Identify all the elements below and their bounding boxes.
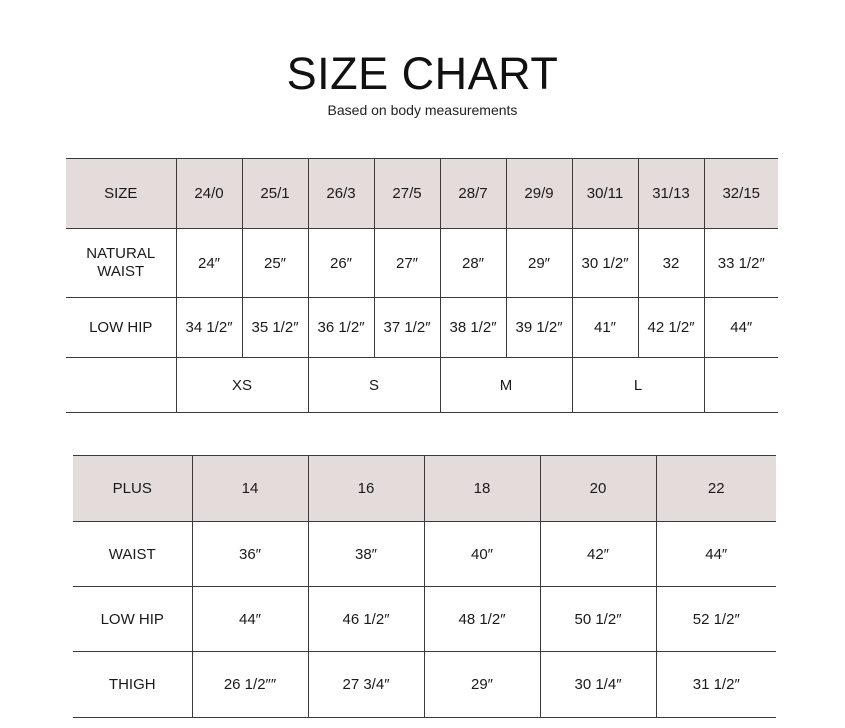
plus-thigh-cell: 30 1/4″ bbox=[540, 652, 656, 718]
letter-size-cell: L bbox=[572, 358, 704, 413]
low-hip-label: LOW HIP bbox=[66, 298, 176, 358]
page-title: SIZE CHART bbox=[286, 48, 559, 99]
waist-cell: 29″ bbox=[506, 229, 572, 298]
plus-header-row bbox=[73, 456, 776, 522]
plus-low-hip-row bbox=[73, 587, 776, 652]
size-cell: 25/1 bbox=[242, 159, 308, 229]
hip-cell: 41″ bbox=[572, 298, 638, 358]
plus-size-cell: 18 bbox=[424, 456, 540, 522]
size-header-row bbox=[66, 159, 778, 229]
size-cell: 28/7 bbox=[440, 159, 506, 229]
letter-size-cell: S bbox=[308, 358, 440, 413]
natural-waist-label-line2: WAIST bbox=[97, 263, 145, 280]
waist-cell: 24″ bbox=[176, 229, 242, 298]
plus-low-hip-label: LOW HIP bbox=[73, 587, 192, 652]
waist-cell: 26″ bbox=[308, 229, 374, 298]
plus-size-cell: 22 bbox=[656, 456, 776, 522]
plus-waist-cell: 38″ bbox=[308, 522, 424, 587]
hip-cell: 39 1/2″ bbox=[506, 298, 572, 358]
plus-thigh-cell: 29″ bbox=[424, 652, 540, 718]
plus-hip-cell: 44″ bbox=[192, 587, 308, 652]
plus-thigh-cell: 27 3/4″ bbox=[308, 652, 424, 718]
low-hip-row bbox=[66, 298, 778, 358]
plus-size-table bbox=[73, 455, 776, 718]
size-row-label: SIZE bbox=[66, 159, 176, 229]
natural-waist-label-line1: NATURAL bbox=[86, 245, 156, 262]
plus-hip-cell: 46 1/2″ bbox=[308, 587, 424, 652]
letter-size-cell: M bbox=[440, 358, 572, 413]
hip-cell: 42 1/2″ bbox=[638, 298, 704, 358]
plus-waist-label: WAIST bbox=[73, 522, 192, 587]
plus-hip-cell: 52 1/2″ bbox=[656, 587, 776, 652]
size-cell: 24/0 bbox=[176, 159, 242, 229]
size-cell: 29/9 bbox=[506, 159, 572, 229]
plus-thigh-row bbox=[73, 652, 776, 718]
plus-size-cell: 14 bbox=[192, 456, 308, 522]
waist-cell: 25″ bbox=[242, 229, 308, 298]
plus-size-cell: 16 bbox=[308, 456, 424, 522]
size-cell: 30/11 bbox=[572, 159, 638, 229]
plus-hip-cell: 50 1/2″ bbox=[540, 587, 656, 652]
plus-row-label: PLUS bbox=[73, 456, 192, 522]
waist-cell: 28″ bbox=[440, 229, 506, 298]
waist-cell: 33 1/2″ bbox=[704, 229, 778, 298]
natural-waist-label bbox=[66, 229, 176, 298]
hip-cell: 36 1/2″ bbox=[308, 298, 374, 358]
plus-size-cell: 20 bbox=[540, 456, 656, 522]
size-cell: 26/3 bbox=[308, 159, 374, 229]
letter-size-row bbox=[66, 358, 778, 413]
letter-size-empty-cell bbox=[704, 358, 778, 413]
plus-waist-row bbox=[73, 522, 776, 587]
hip-cell: 35 1/2″ bbox=[242, 298, 308, 358]
natural-waist-row bbox=[66, 229, 778, 298]
plus-waist-cell: 44″ bbox=[656, 522, 776, 587]
hip-cell: 34 1/2″ bbox=[176, 298, 242, 358]
plus-waist-cell: 42″ bbox=[540, 522, 656, 587]
regular-size-table bbox=[66, 158, 778, 413]
size-cell: 32/15 bbox=[704, 159, 778, 229]
waist-cell: 30 1/2″ bbox=[572, 229, 638, 298]
plus-thigh-label: THIGH bbox=[73, 652, 192, 718]
hip-cell: 37 1/2″ bbox=[374, 298, 440, 358]
size-cell: 27/5 bbox=[374, 159, 440, 229]
plus-waist-cell: 40″ bbox=[424, 522, 540, 587]
plus-thigh-cell: 31 1/2″ bbox=[656, 652, 776, 718]
plus-hip-cell: 48 1/2″ bbox=[424, 587, 540, 652]
page-subtitle: Based on body measurements bbox=[327, 102, 518, 118]
waist-cell: 27″ bbox=[374, 229, 440, 298]
letter-size-empty-label bbox=[66, 358, 176, 413]
size-cell: 31/13 bbox=[638, 159, 704, 229]
hip-cell: 44″ bbox=[704, 298, 778, 358]
waist-cell: 32 bbox=[638, 229, 704, 298]
plus-thigh-cell: 26 1/2″″ bbox=[192, 652, 308, 718]
plus-waist-cell: 36″ bbox=[192, 522, 308, 587]
hip-cell: 38 1/2″ bbox=[440, 298, 506, 358]
letter-size-cell: XS bbox=[176, 358, 308, 413]
